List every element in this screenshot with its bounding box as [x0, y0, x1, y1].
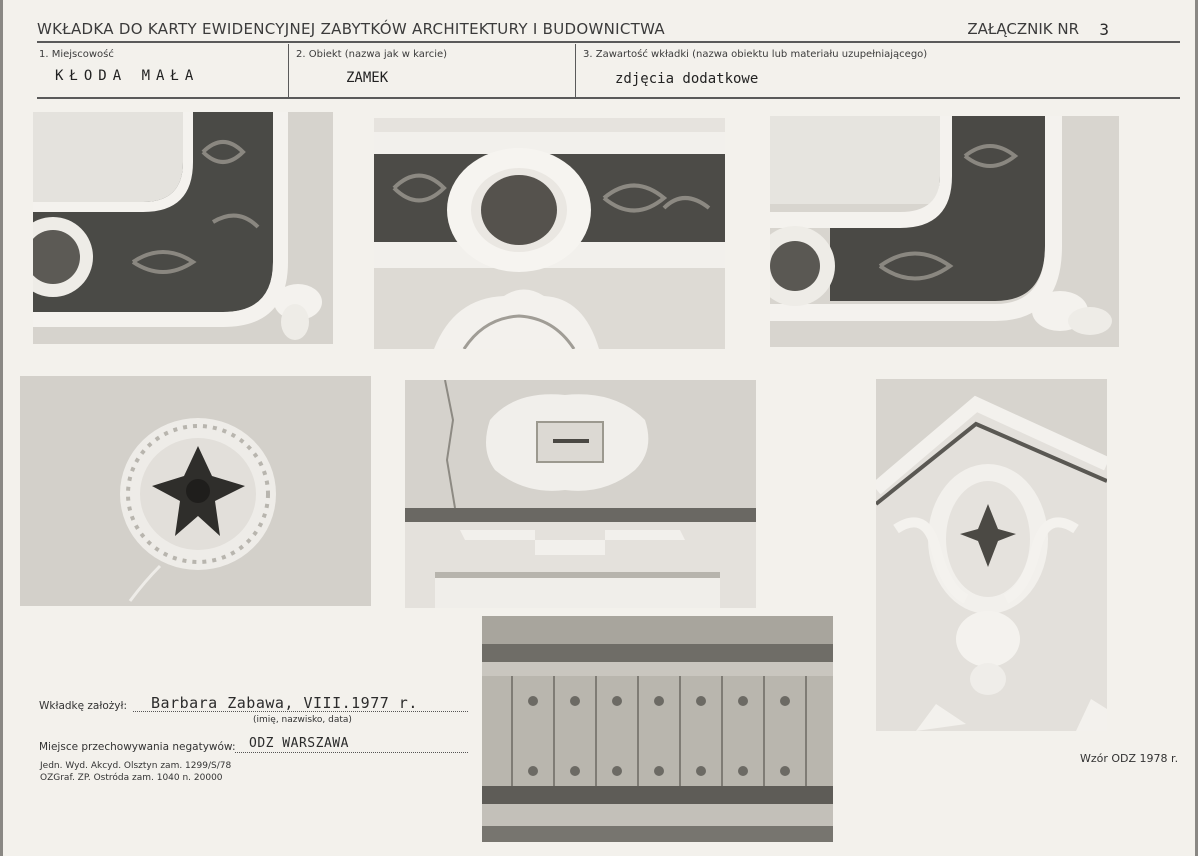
- content-label: 3. Zawartość wkładki (nazwa obiektu lub materiału uzupełniającego): [583, 49, 928, 60]
- print-line-1: Jedn. Wyd. Akcyd. Olsztyn zam. 1299/S/78: [40, 761, 232, 771]
- content-value: zdjęcia dodatkowe: [615, 71, 759, 87]
- locality-label: 1. Miejscowość: [39, 49, 114, 60]
- field-divider-1: [288, 44, 289, 97]
- photo-corner-left: [33, 112, 333, 344]
- locality-value: KŁODA MAŁA: [55, 68, 200, 84]
- form-code: Wzór ODZ 1978 r.: [1080, 752, 1179, 765]
- header-rule: [37, 41, 1180, 43]
- negatives-dotted-line: [235, 752, 468, 753]
- print-line-2: OZGraf. ZP. Ostróda zam. 1040 n. 20000: [40, 773, 223, 783]
- author-label: Wkładkę założył:: [39, 700, 128, 712]
- object-value: ZAMEK: [346, 70, 389, 86]
- object-label: 2. Obiekt (nazwa jak w karcie): [296, 49, 448, 60]
- author-hint: (imię, nazwisko, data): [253, 715, 352, 725]
- field-divider-2: [575, 44, 576, 97]
- attachment-label: ZAŁĄCZNIK NR: [967, 20, 1079, 38]
- fields-rule: [37, 97, 1180, 99]
- photo-beams: [482, 616, 833, 842]
- photo-rosette: [20, 376, 371, 606]
- author-value: Barbara Zabawa, VIII.1977 r.: [151, 694, 418, 712]
- form-title: WKŁADKA DO KARTY EWIDENCYJNEJ ZABYTKÓW ARCHITEKTURY I BUDOWNICTWA: [37, 20, 665, 38]
- photo-pediment: [876, 379, 1107, 731]
- photo-cartouche: [405, 380, 756, 608]
- attachment-number: 3: [1099, 20, 1109, 39]
- photo-medallion-top: [374, 118, 725, 349]
- photo-corner-right: [770, 116, 1119, 347]
- negatives-value: ODZ WARSZAWA: [249, 736, 349, 751]
- negatives-label: Miejsce przechowywania negatywów:: [39, 741, 236, 753]
